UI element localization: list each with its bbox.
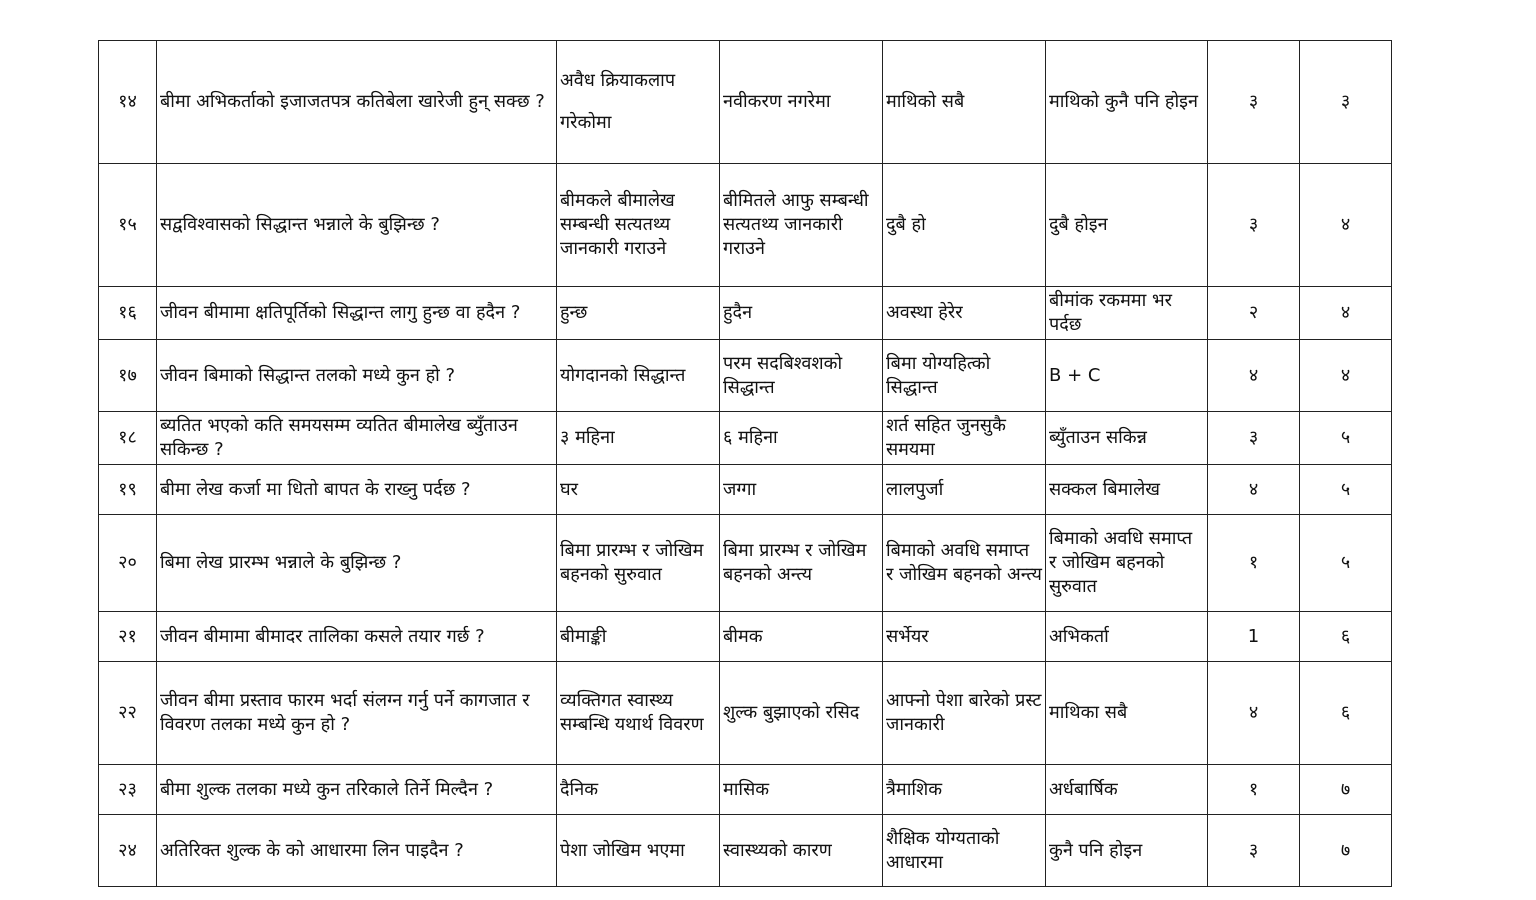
table-row bbox=[99, 765, 1392, 815]
question-number: १८ bbox=[99, 412, 157, 465]
option-c: बिमाको अवधि समाप्त र जोखिम बहनको अन्त्य bbox=[883, 515, 1046, 612]
option-d: ब्युँताउन सकिन्न bbox=[1046, 412, 1208, 465]
answer-number: 1 bbox=[1208, 612, 1300, 662]
section-number: ५ bbox=[1300, 465, 1392, 515]
table-row bbox=[99, 662, 1392, 765]
option-c: शर्त सहित जुनसुकै समयमा bbox=[883, 412, 1046, 465]
section-number: ५ bbox=[1300, 412, 1392, 465]
question-number: १९ bbox=[99, 465, 157, 515]
option-c: लालपुर्जा bbox=[883, 465, 1046, 515]
option-c: दुबै हो bbox=[883, 164, 1046, 287]
answer-number: १ bbox=[1208, 765, 1300, 815]
question-number: २१ bbox=[99, 612, 157, 662]
question-text: अतिरिक्त शुल्क के को आधारमा लिन पाइदैन ? bbox=[157, 815, 557, 887]
option-a: व्यक्तिगत स्वास्थ्य सम्बन्धि यथार्थ विवरण bbox=[557, 662, 720, 765]
question-number: २२ bbox=[99, 662, 157, 765]
option-d: अर्धबार्षिक bbox=[1046, 765, 1208, 815]
question-number: १६ bbox=[99, 287, 157, 340]
option-c: शैक्षिक योग्यताको आधारमा bbox=[883, 815, 1046, 887]
option-c: अवस्था हेरेर bbox=[883, 287, 1046, 340]
option-b: शुल्क बुझाएको रसिद bbox=[720, 662, 883, 765]
table-row bbox=[99, 515, 1392, 612]
option-a: दैनिक bbox=[557, 765, 720, 815]
question-number: १४ bbox=[99, 41, 157, 164]
option-a: बीमकले बीमालेख सम्बन्धी सत्यतथ्य जानकारी गराउने bbox=[557, 164, 720, 287]
option-d: B + C bbox=[1046, 340, 1208, 412]
option-b: जग्गा bbox=[720, 465, 883, 515]
option-b: स्वास्थ्यको कारण bbox=[720, 815, 883, 887]
answer-number: ४ bbox=[1208, 662, 1300, 765]
option-d: सक्कल बिमालेख bbox=[1046, 465, 1208, 515]
section-number: ७ bbox=[1300, 765, 1392, 815]
section-number: ४ bbox=[1300, 340, 1392, 412]
option-a: हुन्छ bbox=[557, 287, 720, 340]
option-b: हुदैन bbox=[720, 287, 883, 340]
question-text: बिमा लेख प्रारम्भ भन्नाले के बुझिन्छ ? bbox=[157, 515, 557, 612]
question-number: २४ bbox=[99, 815, 157, 887]
question-text: जीवन बीमामा क्षतिपूर्तिको सिद्धान्त लागु हुन्छ वा हदैन ? bbox=[157, 287, 557, 340]
question-number: १७ bbox=[99, 340, 157, 412]
option-d: बिमाको अवधि समाप्त र जोखिम बहनको सुरुवात bbox=[1046, 515, 1208, 612]
section-number: ५ bbox=[1300, 515, 1392, 612]
option-a: बिमा प्रारम्भ र जोखिम बहनको सुरुवात bbox=[557, 515, 720, 612]
option-a: घर bbox=[557, 465, 720, 515]
section-number: ३ bbox=[1300, 41, 1392, 164]
option-d: माथिको कुनै पनि होइन bbox=[1046, 41, 1208, 164]
question-text: जीवन बीमा प्रस्ताव फारम भर्दा संलग्न गर्नु पर्ने कागजात र विवरण तलका मध्ये कुन हो ? bbox=[157, 662, 557, 765]
question-number: २३ bbox=[99, 765, 157, 815]
table-row bbox=[99, 815, 1392, 887]
table-row bbox=[99, 287, 1392, 340]
question-table bbox=[98, 40, 1392, 887]
answer-number: ३ bbox=[1208, 164, 1300, 287]
option-b: नवीकरण नगरेमा bbox=[720, 41, 883, 164]
table-row bbox=[99, 412, 1392, 465]
option-d: बीमांक रकममा भर पर्दछ bbox=[1046, 287, 1208, 340]
option-b: बीमितले आफु सम्बन्धी सत्यतथ्य जानकारी गराउने bbox=[720, 164, 883, 287]
question-text: बीमा लेख कर्जा मा धितो बापत के राख्नु पर्दछ ? bbox=[157, 465, 557, 515]
option-a: पेशा जोखिम भएमा bbox=[557, 815, 720, 887]
question-text: जीवन बिमाको सिद्धान्त तलको मध्ये कुन हो ? bbox=[157, 340, 557, 412]
option-c: माथिको सबै bbox=[883, 41, 1046, 164]
section-number: ७ bbox=[1300, 815, 1392, 887]
answer-number: १ bbox=[1208, 515, 1300, 612]
table-row bbox=[99, 41, 1392, 164]
table-row bbox=[99, 465, 1392, 515]
section-number: ६ bbox=[1300, 662, 1392, 765]
answer-number: ३ bbox=[1208, 41, 1300, 164]
answer-number: २ bbox=[1208, 287, 1300, 340]
option-d: दुबै होइन bbox=[1046, 164, 1208, 287]
question-text: बीमा अभिकर्ताको इजाजतपत्र कतिबेला खारेजी हुन् सक्छ ? bbox=[157, 41, 557, 164]
question-text: बीमा शुल्क तलका मध्ये कुन तरिकाले तिर्ने मिल्दैन ? bbox=[157, 765, 557, 815]
answer-number: ४ bbox=[1208, 465, 1300, 515]
question-number: २० bbox=[99, 515, 157, 612]
option-c: बिमा योग्यहित्को सिद्धान्त bbox=[883, 340, 1046, 412]
option-a: अवैध क्रियाकलाप गरेकोमा bbox=[557, 41, 720, 164]
option-b: बीमक bbox=[720, 612, 883, 662]
option-b: बिमा प्रारम्भ र जोखिम बहनको अन्त्य bbox=[720, 515, 883, 612]
option-a: ३ महिना bbox=[557, 412, 720, 465]
section-number: ४ bbox=[1300, 287, 1392, 340]
answer-number: ४ bbox=[1208, 340, 1300, 412]
question-text: जीवन बीमामा बीमादर तालिका कसले तयार गर्छ ? bbox=[157, 612, 557, 662]
option-a: बीमाङ्की bbox=[557, 612, 720, 662]
option-a: योगदानको सिद्धान्त bbox=[557, 340, 720, 412]
section-number: ४ bbox=[1300, 164, 1392, 287]
question-number: १५ bbox=[99, 164, 157, 287]
option-b: परम सदबिश्वशको सिद्धान्त bbox=[720, 340, 883, 412]
option-b: मासिक bbox=[720, 765, 883, 815]
table-row bbox=[99, 340, 1392, 412]
option-c: आफ्नो पेशा बारेको प्रस्ट जानकारी bbox=[883, 662, 1046, 765]
question-text: ब्यतित भएको कति समयसम्म व्यतित बीमालेख ब्युँताउन सकिन्छ ? bbox=[157, 412, 557, 465]
answer-number: ३ bbox=[1208, 815, 1300, 887]
option-d: कुनै पनि होइन bbox=[1046, 815, 1208, 887]
question-text: सद्वविश्वासको सिद्धान्त भन्नाले के बुझिन्छ ? bbox=[157, 164, 557, 287]
option-c: त्रैमाशिक bbox=[883, 765, 1046, 815]
option-d: अभिकर्ता bbox=[1046, 612, 1208, 662]
table-row bbox=[99, 612, 1392, 662]
option-d: माथिका सबै bbox=[1046, 662, 1208, 765]
section-number: ६ bbox=[1300, 612, 1392, 662]
answer-number: ३ bbox=[1208, 412, 1300, 465]
option-c: सर्भेयर bbox=[883, 612, 1046, 662]
table-row bbox=[99, 164, 1392, 287]
option-b: ६ महिना bbox=[720, 412, 883, 465]
